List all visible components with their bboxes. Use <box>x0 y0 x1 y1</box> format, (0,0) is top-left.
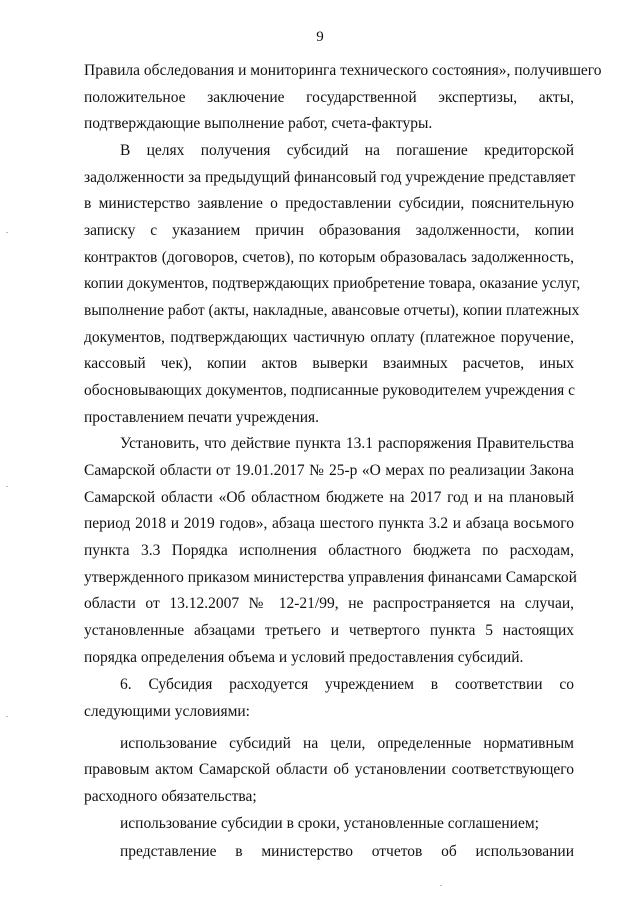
text-line: 6. Субсидия расходуется учреждением в соответствии со <box>120 676 574 693</box>
text-line: Правила обследования и мониторинга технического состояния», получившего <box>84 62 602 79</box>
scan-speck <box>6 232 8 233</box>
scan-speck <box>6 716 8 717</box>
text-line: обосновывающих документов, подписанные руководителем учреждения с <box>84 382 576 399</box>
text-line: расходного обязательства; <box>84 788 257 805</box>
text-line: записку с указанием причин образования задолженности, копии <box>84 222 574 239</box>
text-line: Установить, что действие пункта 13.1 распоряжения Правительства <box>120 435 574 452</box>
text-line: Самарской области от 19.01.2017 № 25-р «О мерах по реализации Закона <box>84 462 574 479</box>
text-line: В целях получения субсидий на погашение кредиторской <box>120 142 574 159</box>
page-number: 9 <box>316 29 324 45</box>
text-line: копии документов, подтверждающих приобретение товара, оказание услуг, <box>84 275 581 292</box>
text-line: установленные абзацами третьего и четвертого пункта 5 настоящих <box>84 622 574 639</box>
scan-speck <box>6 486 8 487</box>
scan-speck <box>440 885 442 886</box>
text-line: положительное заключение государственной экспертизы, акты, <box>84 89 574 106</box>
text-line: использование субсидий на цели, определенные нормативным <box>120 735 574 752</box>
text-line: области от 13.12.2007 № 12-21/99, не распространяется на случаи, <box>84 595 574 612</box>
text-line: контрактов (договоров, счетов), по которым образовалась задолженность, <box>84 249 574 266</box>
text-line: документов, подтверждающих частичную оплату (платежное поручение, <box>84 329 574 346</box>
text-line: проставлением печати учреждения. <box>84 409 320 426</box>
text-line: использование субсидии в сроки, установленные соглашением; <box>120 815 539 832</box>
text-line: задолженности за предыдущий финансовый год учреждение представляет <box>84 169 576 186</box>
text-line: выполнение работ (акты, накладные, авансовые отчеты), копии платежных <box>84 302 580 319</box>
text-line: представление в министерство отчетов об использовании <box>120 843 574 860</box>
text-line: порядка определения объема и условий предоставления субсидий. <box>84 649 524 666</box>
text-line: утвержденного приказом министерства управления финансами Самарской <box>84 569 577 586</box>
text-line: подтверждающие выполнение работ, счета-фактуры. <box>84 115 433 132</box>
text-line: период 2018 и 2019 годов», абзаца шестого пункта 3.2 и абзаца восьмого <box>84 515 574 532</box>
text-line: пункта 3.3 Порядка исполнения областного бюджета по расходам, <box>84 542 574 559</box>
text-line: правовым актом Самарской области об установлении соответствующего <box>84 761 574 778</box>
text-line: в министерство заявление о предоставлении субсидии, пояснительную <box>84 195 574 212</box>
text-line: следующими условиями: <box>84 703 250 720</box>
text-line: кассовый чек), копии актов выверки взаимных расчетов, иных <box>84 355 574 372</box>
text-line: Самарской области «Об областном бюджете на 2017 год и на плановый <box>84 489 574 506</box>
